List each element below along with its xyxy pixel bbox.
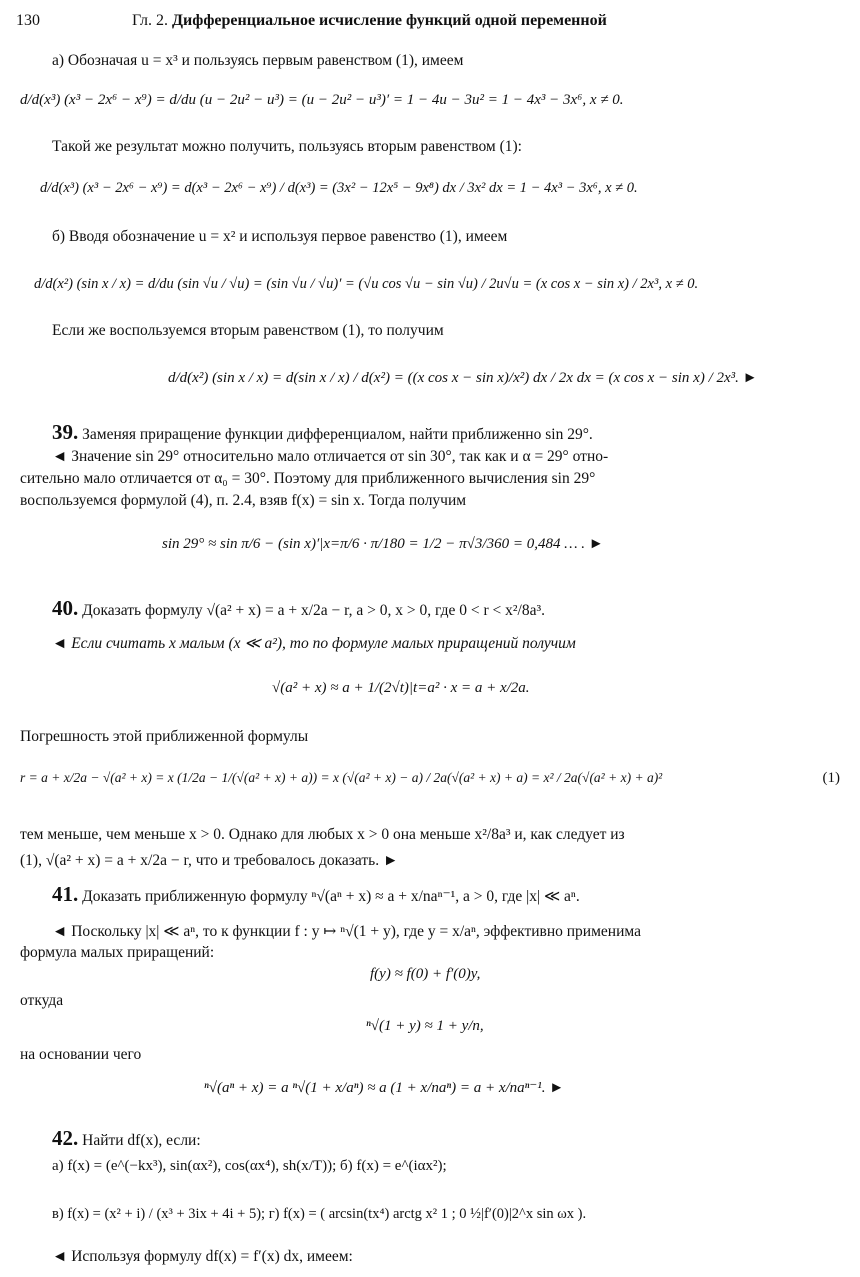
formula: f(y) ≈ f(0) + f′(0)y, <box>370 966 481 982</box>
problem-number: 42. <box>52 1126 79 1150</box>
problem-statement: Доказать формулу √(a² + x) = a + x/2a − r, a > 0, x > 0, где 0 < r < x²/8a³. <box>82 602 546 619</box>
text-line: ◄ Поскольку |x| ≪ aⁿ, то к функции f : y ↦ ⁿ√(1 + y), где y = x/aⁿ, эффективно применима <box>52 923 641 940</box>
text-line: на основании чего <box>20 1046 142 1063</box>
problem-39 <box>52 420 593 445</box>
formula: sin 29° ≈ sin π/6 − (sin x)′|x=π/6 · π/180 = 1/2 − π√3/360 = 0,484 … . ► <box>162 536 604 552</box>
problem-41 <box>52 882 580 907</box>
text-line: а) Обозначая u = x³ и пользуясь первым равенством (1), имеем <box>52 52 464 69</box>
text-line: тем меньше, чем меньше x > 0. Однако для любых x > 0 она меньше x²/8a³ и, как следует из <box>20 826 625 843</box>
text-line: откуда <box>20 992 64 1009</box>
problem-statement: Заменяя приращение функции дифференциалом, найти приближенно sin 29°. <box>82 426 593 443</box>
text-line: Такой же результат можно получить, пользуясь вторым равенством (1): <box>52 138 522 155</box>
text-line: Если же воспользуемся вторым равенством (1), то получим <box>52 322 444 339</box>
chapter-prefix: Гл. 2. <box>132 12 169 29</box>
page-number: 130 <box>16 12 40 29</box>
text-line: (1), √(a² + x) = a + x/2a − r, что и требовалось доказать. ► <box>20 852 399 869</box>
problem-40 <box>52 596 545 621</box>
problem-statement: Доказать приближенную формулу ⁿ√(aⁿ + x) ≈ a + x/naⁿ⁻¹, a > 0, где |x| ≪ aⁿ. <box>82 888 580 905</box>
formula: d/d(x²) (sin x / x) = d(sin x / x) / d(x²) = ((x cos x − sin x)/x²) dx / 2x dx = (x cos x − sin x) / 2x³. ► <box>168 370 758 386</box>
problem-number: 41. <box>52 882 79 906</box>
problem-number: 39. <box>52 420 79 444</box>
text-line: ◄ Если считать x малым (x ≪ a²), то по формуле малых приращений получим <box>52 635 576 652</box>
text-line: ◄ Значение sin 29° относительно мало отличается от sin 30°, так как и α = 29° отно- <box>52 448 609 465</box>
chapter-title: Дифференциальное исчисление функций одной переменной <box>172 12 607 29</box>
formula: ⁿ√(aⁿ + x) = a ⁿ√(1 + x/aⁿ) ≈ a (1 + x/naⁿ) = a + x/naⁿ⁻¹. ► <box>204 1080 565 1096</box>
text-line: сительно мало отличается от α₀ = 30°. Поэтому для приближенного вычисления sin 29° <box>20 470 596 487</box>
problem-number: 40. <box>52 596 79 620</box>
text-line: Погрешность этой приближенной формулы <box>20 728 309 745</box>
running-header <box>132 12 607 30</box>
text-line: б) Вводя обозначение u = x² и используя первое равенство (1), имеем <box>52 228 508 245</box>
text-line: воспользуемся формулой (4), п. 2.4, взяв f(x) = sin x. Тогда получим <box>20 492 467 509</box>
formula: d/d(x³) (x³ − 2x⁶ − x⁹) = d(x³ − 2x⁶ − x⁹) / d(x³) = (3x² − 12x⁵ − 9x⁸) dx / 3x² dx = 1 − 4x³ − 3x⁶, x ≠ 0. <box>40 180 638 196</box>
text-line: формула малых приращений: <box>20 944 215 961</box>
formula: √(a² + x) ≈ a + 1/(2√t)|t=a² · x = a + x/2a. <box>272 680 530 696</box>
formula: d/d(x³) (x³ − 2x⁶ − x⁹) = d/du (u − 2u² − u³) = (u − 2u² − u³)′ = 1 − 4u − 3u² = 1 − 4x³ − 3x⁶, x ≠ 0. <box>20 92 624 108</box>
formula: r = a + x/2a − √(a² + x) = x (1/2a − 1/(√(a² + x) + a)) = x (√(a² + x) − a) / 2a(√(a² + x) + a) = x² / 2a(√(a² + x) + a)² <box>20 770 663 785</box>
formula: в) f(x) = (x² + i) / (x³ + 3ix + 4i + 5); г) f(x) = ( arcsin(tx⁴) arctg x² 1 ; 0 ½|f′(0)|2^x sin ωx ). <box>52 1206 587 1222</box>
problem-42 <box>52 1126 201 1151</box>
text-line: ◄ Используя формулу df(x) = f′(x) dx, имеем: <box>52 1248 353 1265</box>
equation-number: (1) <box>822 770 840 786</box>
problem-statement: Найти df(x), если: <box>82 1132 201 1149</box>
formula: d/d(x²) (sin x / x) = d/du (sin √u / √u) = (sin √u / √u)′ = (√u cos √u − sin √u) / 2u√u = (x cos x − sin x) / 2x³, x ≠ 0. <box>34 276 699 292</box>
formula: а) f(x) = (e^(−kx³), sin(αx²), cos(αx⁴), sh(x/T)); б) f(x) = e^(iαx²); <box>52 1158 447 1174</box>
formula: ⁿ√(1 + y) ≈ 1 + y/n, <box>366 1018 484 1034</box>
